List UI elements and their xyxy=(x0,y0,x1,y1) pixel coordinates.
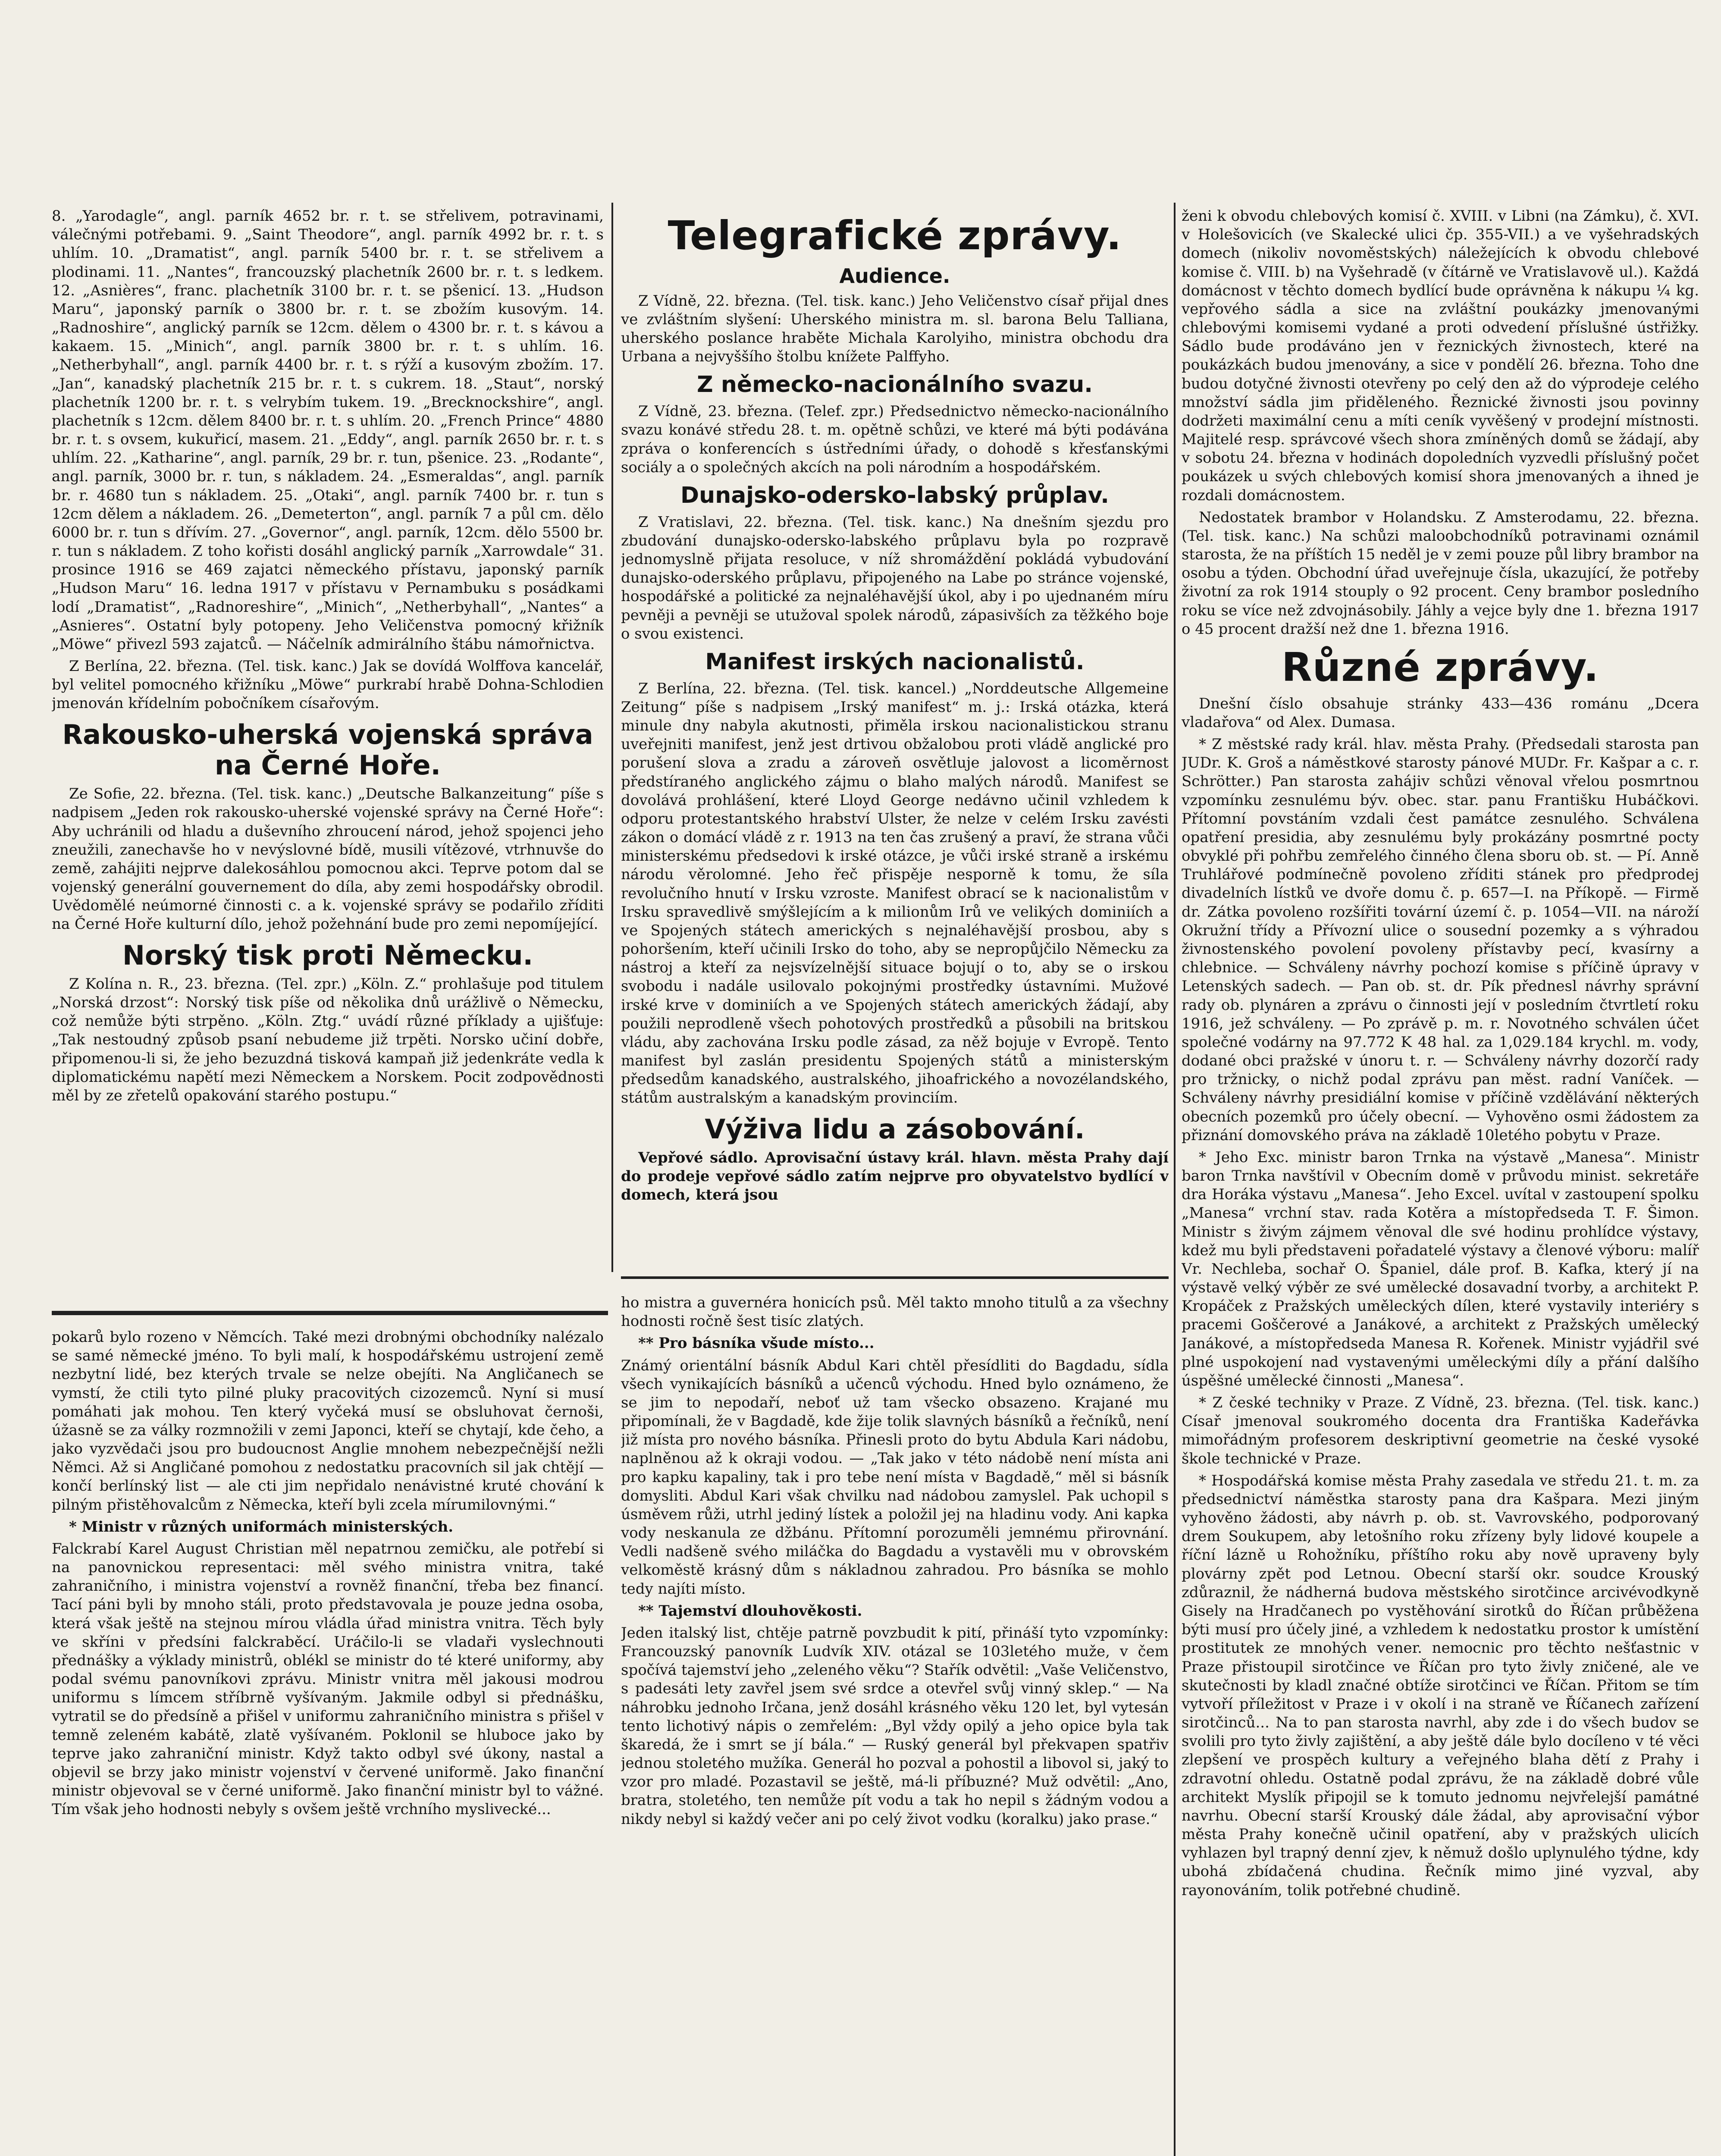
commission-article: * Hospodářská komise města Prahy zasedala ve středu 21. t. m. za předsednictví náměstka starosty pana dra Kašpara. Mezi jiným vyhověno žádosti, aby návrh p. ob. st. Vavrovského, podporovaný drem Soukupem, aby letošního roku zřízeny byly lidové koupele a říční lázně u Rohožníku, příštího roku aby nově upraveny byly plovárny zpět pod Letnou. Obecní starší okr. soudce Krouský zdůraznil, že nádherná budova městského sirotčince arcivévodkyně Gisely na Hradčanech po vystěhování sirotků do Říčan průběžena býti musí pro účely jiné, a vzhledem k nedostatku prostor k umístění prostitutek ze mnohých vener. nemocnic pro těchto nešťastnic v Praze přistoupil sirotčince ve Říčan pro tyto živly zničené, ale ve skutečnosti by kladl značné obtíže sirotčinci ve Říčan. Přitom se tím vytvoří příležitost v Praze i v okolí i na straně ve Říčanech zařízení sirotčinců... Na to pan starosta navrhl, aby zde i do všech budov se svolili pro tyto živly zajištění, a aby ještě dále bylo docíleno v té věci zlepšení ve prospěch kultury a veřejného blaha dětí z Prahy i zdravotní ohledu. Ostatně podal zprávu, že na základě dobré vůle architekt Myslík připojil se k tomuto jednomu nejvřelejší památné navrhu. Obecní starší Krouský dále žádal, aby aprovisační výbor města Prahy konečně učinil opatření, aby v pražských ulicích vyhlazen byl trapný denní zjev, k němuž došlo uplynulého týdne, kdy ubohá zbídačená chudina. Řečník mimo jiné vyzval, aby rayonováním, tolik potřebné chudině. xyxy=(1182,1472,1699,1899)
top-left-column xyxy=(52,207,604,1294)
right-column xyxy=(1182,207,1699,2156)
top-middle-column xyxy=(621,207,1169,1242)
shipping-list: 8. „Yarodagle“, angl. parník 4652 br. r. t. se střelivem, potravinami, válečnými potřebami. 9. „Saint Theodore“, angl. parník 4992 br. r. t. s uhlím. 10. „Dramatist“, angl. parník 5400 br. r. t. se střelivem a plodinami. 11. „Nantes“, francouzský plachetník 2600 br. r. t. s ledkem. 12. „Asnières“, franc. plachetník 3100 br. r. t. se pšenicí. 13. „Hudson Maru“, japonský parník o 3800 br. r. t. se zbožím kusovým. 14. „Radnoshire“, anglický parník se 12cm. dělem o 4300 br. r. t. s kávou a kakaem. 15. „Minich“, angl. parník 3800 br. r. t. s uhlím. 16. „Netherbyhall“, angl. parník 4400 br. r. t. s rýží a kusovým zbožím. 17. „Jan“, kanadský plachetník 215 br. r. t. s cukrem. 18. „Staut“, norský plachetník 1200 br. r. t. s velrybím tukem. 19. „Brecknockshire“, angl. plachetník s 12cm. dělem 8400 br. r. t. s uhlím. 20. „French Prince“ 4880 br. r. t. s ovsem, kukuřicí, masem. 21. „Eddy“, angl. parník 2650 br. r. t. s uhlím. 22. „Katharine“, angl. parník, 29 br. r. tun, pšenice. 23. „Rodante“, angl. parník, 3000 br. r. tun, s nákladem. 24. „Esmeraldas“, angl. parník br. r. 4680 tun s nákladem. 25. „Otaki“, angl. parník 7400 br. r. tun s 12cm dělem a nákladem. 26. „Demeterton“, angl. parník 7 a půl cm. dělo 6000 br. r. tun s dřívím. 27. „Governor“, angl. parník, 12cm. dělo 5500 br. r. tun s nákladem. Z toho kořisti dosáhl anglický parník „Xarrowdale“ 31. prosince 1916 se 469 zajatci německého přístavu, japonský parník „Hudson Maru“ 16. ledna 1917 v přístavu v Pernambuku s posádkami lodí „Dramatist“, „Radnoreshire“, „Minich“, „Netherbyhall“, „Nantes“ a „Asnieres“. Ostatní byly potopeny. Jeho Veličenstva pomocný křižník „Möwe“ přivezl 593 zajatců. — Náčelník admirálního štábu námořnictva. xyxy=(52,207,604,653)
uniform-article: Falckrabí Karel August Christian měl nepatrnou zemičku, ale potřebí si na panovnickou representaci: měl svého ministra vnitra, také zahraničního, i ministra vojenství a rovněž finanční, třeba bez financí. Tací páni byli by mnoho stáli, proto představovala je pouze jedna osoba, která však ještě na stejnou mírou vládla úřad ministra vnitra. Těch byly ve skříni v předsíni falckraběcí. Uráčilo-li se vladaři vyslechnouti přednášky a výklady ministrů, oblékl se ministr do té které uniformy, aby podal svému panovníkovi zprávu. Ministr vnitra měl jakousi modrou uniformu s límcem stříbrně vyšívaným. Jakmile odbyl si přednášku, vytratil se do předsíně a přišel v uniformu zahraničního ministra s přišel v temně zeleném kabátě, zlatě vyšívaném. Poklonil se hluboce jako by teprve jako zahraniční ministr. Když takto odbyl své úkony, nastal a objevil se brzy jako ministr vojenství v červené uniformě. Jako finanční ministr objevoval se v černé uniformě. Jako finanční ministr byl to vážné. Tím však jeho hodnosti nebyly s ovšem ještě vrchního myslivecké... xyxy=(52,1540,604,1818)
misc-heading: Různé zprávy. xyxy=(1281,644,1599,690)
audience-heading: Audience. xyxy=(839,264,950,288)
technika-article: * Z české techniky v Praze. Z Vídně, 23. března. (Tel. tisk. kanc.) Císař jmenoval soukromého docenta dra Františka Kadeřávka mimořádným profesorem deskriptivní geometrie na české vysoké škole technické v Praze. xyxy=(1182,1394,1699,1467)
potato-article: Nedostatek brambor v Holandsku. Z Amsterodamu, 22. března. (Tel. tisk. kanc.) Na schůzi maloobchodníků potravinami oznámil starosta, že na příštích 15 neděl je v zemi pouze půl libry brambor na osobu a týden. Obchodní úřad uveřejnuje čísla, ukazující, že potřeby životní za rok 1914 stouply o 92 procent. Ceny brambor posledního roku se více než zdvojnásobily. Jáhly a vejce byly dne 1. března 1917 o 45 procent dražší než dne 1. března 1916. xyxy=(1182,508,1699,638)
bottom-left-column xyxy=(52,1328,604,2156)
trnka-article: * Jeho Exc. ministr baron Trnka na výstavě „Manesa“. Ministr baron Trnka navštívil v Obecním domě v průvodu minist. sekretáře dra Horáka výstavu „Manesa“. Jeho Excel. uvítal v zastoupení spolku „Manesa“ vrchní stav. rada Kotěra a místopředseda T. F. Šimon. Ministr s živým zájmem věnoval dle své hodinu prohlídce výstavy, kdež mu byli představeni pořadatelé výstavy a členové výboru: malíř Vr. Nechleba, sochař O. Španiel, dále prof. B. Kafka, který jí na výstavě velký výběr ze své umělecké dosavadní tvorby, a architekt P. Kropáček z Pražských uměleckých dílen, které vystavily interiéry s pracemi Goščerové a Janákové, a architekt z Pražských umělecký Janákové, a místopředseda Manesa R. Kořenek. Ministr vyjádřil své plné uspokojení nad vystavenými uměleckými díly a přání dalšího úspěšné umělecké činnosti „Manesa“. xyxy=(1182,1148,1699,1389)
poet-heading: ** Pro básníka všude místo... xyxy=(638,1335,875,1352)
canal-article: Z Vratislavi, 22. března. (Tel. tisk. kanc.) Na dnešním sjezdu pro zbudování dunajsko-odersko-labského průplavu byla po rozpravě jednomyslně přijata resoluce, v níž shromáždění pokládá vybudování dunajsko-oderského průplavu, připojeného na Labe po stránce vojenské, hospodářské a politické za nejnaléhavější úkol, aby i po ujednaném míru pevněji a pevněji se utužoval spolek národů, zápasivších za těžkého boje o svou existenci. xyxy=(621,513,1169,642)
uniform-heading: * Ministr v různých uniformách ministerských. xyxy=(69,1518,454,1536)
title-continuation: ho mistra a guvernéra honicích psů. Měl takto mnoho titulů a za všechny hodnosti ročně šest tisíc zlatých. xyxy=(621,1294,1169,1330)
horizontal-rule-left xyxy=(52,1311,608,1315)
novel-note: Dnešní číslo obsahuje stránky 433—436 románu „Dcera vladařova“ od Alex. Dumasa. xyxy=(1182,695,1699,731)
balkan-article: Ze Sofie, 22. března. (Tel. tisk. kanc.) „Deutsche Balkanzeitung“ píše s nadpisem „Jeden rok rakousko-uherské vojenské správy na Černé Hoře“: Aby uchránili od hladu a duševního zhroucení národ, jehož spojenci jeho zneužili, zanechavše ho v nevýslovné bídě, musili vítězové, vtrhnuvše do země, zahájiti nejprve dalekosáhlou pomocnou akci. Teprve potom dal se vojenský generální gouvernement do díla, aby zemi hospodářsky obrodil. Uvědomělé neúmorné činnosti c. a k. vojenské správy se podařilo zříditi na Černé Hoře kulturní dílo, jehož požehnání bude pro zemi nepomíjející. xyxy=(52,785,604,933)
german-national-heading: Z německo-nacionálního svazu. xyxy=(697,372,1093,398)
column-rule-left xyxy=(611,203,613,1272)
bottom-middle-column xyxy=(621,1294,1169,2156)
feuilleton-continuation: pokarů bylo rozeno v Němcích. Také mezi drobnými obchodníky nalézalo se samé německé jméno. To byli malí, k hospodářskému ustrojení země nezbytní lidé, bez kterých trvale se nelze obejíti. Na Angličanech se vymstí, že ctili tyto pilné pluky pracovitých cizozemců. Nyní si musí pomáhati jak mohou. Ten který vyčeká musí se obsluhovat černoši, úžasně se za války rozmnožili v zemi Japonci, kteří se chytají, kde čeho, a jako vyzvědači jsou pro budoucnost Anglie mnohem nebezpečnější nežli Němci. Až si Angličané pomohou z nedostatku pracovních sil jak chtějí — končí berlínský list — ale cti jim nepřidalo nenávistné kruté chování k pilným přistěhovalcům z Německa, kteří byli zcela mírumilovnými.“ xyxy=(52,1329,604,1514)
ration-article: ženi k obvodu chlebových komisí č. XVIII. v Libni (na Zámku), č. XVI. v Holešovicích (ve Skalecké ulici čp. 355-VII.) a ve vyšehradských domech (nikoliv novoměstských) náležejících k obvodu chlebové komise č. VIII. b) na Vyšehradě (v čítárně ve Vratislavově ul.). Každá domácnost v těchto domech bydlící bude oprávněna k nákupu ¼ kg. vepřového sádla a sice na zvláštní poukázky jmenovanými chlebovými komisemi vydané a proti odvedení příslušné ústřižky. Sádlo bude prodáváno jen v řeznických živnostech, které na poukázkách budou jmenovány, a sice v pondělí 26. března. Toho dne budou dotyčné živnosti otevřeny po celý den až do výprodeje celého množství sádla jim přiděleného. Řeznické živnosti jsou povinny dodržeti maximální cenu a míti ceník vyvěšený v prodejní místnosti. Majitelé resp. správcové všech shora zmíněných domů se žádají, aby v sobotu 24. března v hodinách dopoledních vyzvedli příslušný počet poukázek u svých chlebových komisí shora jmenovaných a ihned je rozdali domácnostem. xyxy=(1182,207,1699,504)
irish-heading: Manifest irských nacionalistů. xyxy=(705,649,1085,675)
balkan-heading: Rakousko-uherská vojenská správa na Černé Hoře. xyxy=(62,718,593,781)
berlin-note: Z Berlína, 22. března. (Tel. tisk. kanc.) Jak se dovídá Wolffova kancelář, byl velitel pomocného křižníku „Möwe“ purkrabí hrabě Dohna-Schlodien jmenován křídelním pobočníkem císařovým. xyxy=(52,658,604,712)
longevity-article: Jeden italský list, chtěje patrně povzbudit k pití, přináší tyto vzpomínky: Francouzský panovník Ludvík XIV. otázal se 103letého muže, v čem spočívá tajemství jeho „zeleného věku“? Stařík odvětil: „Vaše Veličenstvo, s padesáti lety zavřel jsem své srdce a otevřel svůj vinný sklep.“ — Na náhrobku jednoho Irčana, jenž dosáhl krásného věku 120 let, byl vytesán tento lichotivý nápis o zemřelém: „Byl vždy opilý a jeho opice byla tak škaredá, že i smrt se jí bála.“ — Ruský generál byl překvapen spatřiv jednou stoletého mužíka. Generál ho pozval a pohostil a libovol si, jaký to vzor pro mladé. Pozastavil se ještě, má-li příbuzné? Muž odvětil: „Ano, bratra, stoletého, ten nemůže pít vodu a tak ho nepil s žádným vodou a nikdy nebyl si každý večer ani po celý život vodku (koralku) jako prase.“ xyxy=(621,1624,1169,1828)
column-rule-right xyxy=(1174,203,1176,2156)
food-heading: Výživa lidu a zásobování. xyxy=(705,1113,1085,1145)
poet-article: Známý orientální básník Abdul Kari chtěl přesídliti do Bagdadu, sídla všech vynikajících básníků a učenců východu. Hned bylo oznámeno, že se jim to nepodaří, neboť už tam všecko obsazeno. Krajané mu připomínali, že v Bagdadě, kde žije tolik slavných básníků a řečníků, není již místa pro nového básníka. Přinesli proto do bytu Abdula Kari nádobu, naplněnou až k okraji vodou. — „Tak jako v této nádobě není místa ani pro kapku kapaliny, tak i pro tebe není místa v Bagdadě,“ měl si básník domysliti. Abdul Kari však chvilku nad nádobou zamyslel. Pak uchopil s úsměvem růži, utrhl jediný lístek a položil jej na hladinu vody. Ani kapka vody neskanula ze džbánu. Přítomní porozuměli jemnému přirovnání. Vedli nadšeně svého miláčka do Bagdadu a vystavěli mu v obrovském velkoměstě krásný dům s nákladnou zahradou. Pro básníka se mohlo tedy najíti místo. xyxy=(621,1357,1169,1598)
german-national-article: Z Vídně, 23. března. (Telef. zpr.) Předsednictvo německo-nacionálního svazu konávé středu 28. t. m. opětně schůzi, ve které má býti podávána zpráva o konferencích s ústředními úřady, o dohodě s křesťanskými sociály a o společných akcích na poli národním a hospodářském. xyxy=(621,403,1169,476)
irish-article: Z Berlína, 22. března. (Tel. tisk. kancel.) „Norddeutsche Allgemeine Zeitung“ píše s nadpisem „Irský manifest“ m. j.: Irská otázka, která minule dny nabyla akutnosti, přiměla irskou nacionalistickou stranu uveřejniti manifest, jenž jest drtivou obžalobou proti vládě anglické pro porušení slova a zradu a zároveň osvětluje jalovost a licoměrnost předstíraného anglického zájmu o blaho malých národů. Manifest se dovolává prohlášení, které Lloyd George nedávno učinil vzhledem k odporu protestantského hrabství Ulster, že nelze v celém Irsku zavésti zákon o domácí vládě z r. 1913 na ten čas zrušený a praví, že strana vůči ministerskému předsedovi k irské otázce, je vůči irské straně a irskému národu věrolomné. Jeho řeč přispěje nesporně k tomu, že síla revolučního hnutí v Irsku vzroste. Manifest obrací se k nacionalistům v Irsku spravedlivě smýšlejícím a k milionům Irů ve velikých dominiích a ve Spojených státech amerických s nejnaléhavější prosbou, aby s pohoršením, kteří učinili Irsko do toho, aby se nepropůjčilo Německu za nástroj a kteří za nejsvízelnější situace bojují o to, aby se o irskou svobodu i nadále usilovalo pokojnými prostředky ústavními. Mužové irské krve v dominiích a ve Spojených státech amerických žádají, aby použili neprodleně všech pohotových prostředků a působili na britskou vládu, aby zachována Irsku podle zásad, za něž bojuje v Evropě. Tento manifest byl zaslán presidentu Spojených států a ministerským předsedům kanadského, australského, jihoafrického a novozélandského, státům australským a kanadským provinciím. xyxy=(621,680,1169,1107)
audience-article: Z Vídně, 22. března. (Tel. tisk. kanc.) Jeho Veličenstvo císař přijal dnes ve zvláštním slyšení: Uherského ministra m. sl. barona Belu Talliana, uherského poslance hraběte Michala Karolyiho, ministra obchodu dra Urbana a nejvyššího štolbu knížete Palffyho. xyxy=(621,292,1169,366)
food-lead: Vepřové sádlo. Aprovisační ústavy král. hlavn. města Prahy dají do prodeje vepřové sádlo zatím nejprve pro obyvatelstvo bydlící v domech, která jsou xyxy=(621,1149,1169,1204)
horizontal-rule-mid xyxy=(621,1276,1169,1279)
longevity-heading: ** Tajemství dlouhověkosti. xyxy=(638,1602,862,1620)
nordic-article: Z Kolína n. R., 23. března. (Tel. zpr.) „Köln. Z.“ prohlašuje pod titulem „Norská drzost“: Norský tisk píše od několika dnů urážlivě o Německu, což nemůže býti strpěno. „Köln. Ztg.“ uvádí různé příklady a ujišťuje: „Tak nestoudný způsob psaní nebudeme již trpěti. Norsko učiní dobře, připomenou-li si, že jeho bezuzdná tisková kampaň již jedenkráte vedla k diplomatickému napětí mezi Německem a Norskem. Pocit zodpovědnosti měl by ze zřetelů opakování starého postupu.“ xyxy=(52,975,604,1104)
city-council-article: * Z městské rady král. hlav. města Prahy. (Předsedali starosta pan JUDr. K. Groš a náměstkové starosty pánové MUDr. Fr. Kašpar a c. r. Schrötter.) Pan starosta zahájiv schůzi věnoval vřelou posmrtnou vzpomínku zesnulému býv. obec. star. panu Františku Hubáčkovi. Přítomní povstáním vzdali čest památce zesnulého. Schválena opatření presidia, aby zesnulému byly prokázány posmrtné pocty obvyklé při pohřbu zemřelého činného člena sboru ob. st. — Pí. Anně Truhlářové podmínečně povoleno zříditi stánek pro předprodej divadelních lístků ve dvoře domu č. p. 657—I. na Příkopě. — Firmě dr. Zátka povoleno rozšířiti tovární území č. p. 1054—VII. na nároží Okružní třídy a Přívozní ulice o sousední pozemky a s výhradou živnostenského povolení povoleny přístavby pecí, kvasírny a chlebnice. — Schváleny návrhy pochozí komise s příčině úpravy v Letenských sadech. — Pan ob. st. dr. Pík přednesl návrhy správní rady ob. plynáren a zprávu o činnosti její v posledním čtvrtletí roku 1916, jež schváleny. — Po zprávě p. m. r. Novotného schválen účet společné vodárny na 97.772 K 48 hal. za 1,029.184 krychl. m. vody, dodané obci pražské v únoru t. r. — Schváleny návrhy dozorčí rady pro tržnicky, o nichž podal zprávu pan měst. radní Vaníček. — Schváleny návrhy presidiální komise v příčině vzdělávání některých obecních pozemků pro účely obecní. — Vyhověno osmi žádostem za přiznání domovského práva na základě 10letého pobytu v Praze. xyxy=(1182,736,1699,1144)
nordic-heading: Norský tisk proti Německu. xyxy=(122,939,533,971)
telegrams-heading: Telegrafické zprávy. xyxy=(668,213,1122,259)
canal-heading: Dunajsko-odersko-labský průplav. xyxy=(680,482,1109,508)
